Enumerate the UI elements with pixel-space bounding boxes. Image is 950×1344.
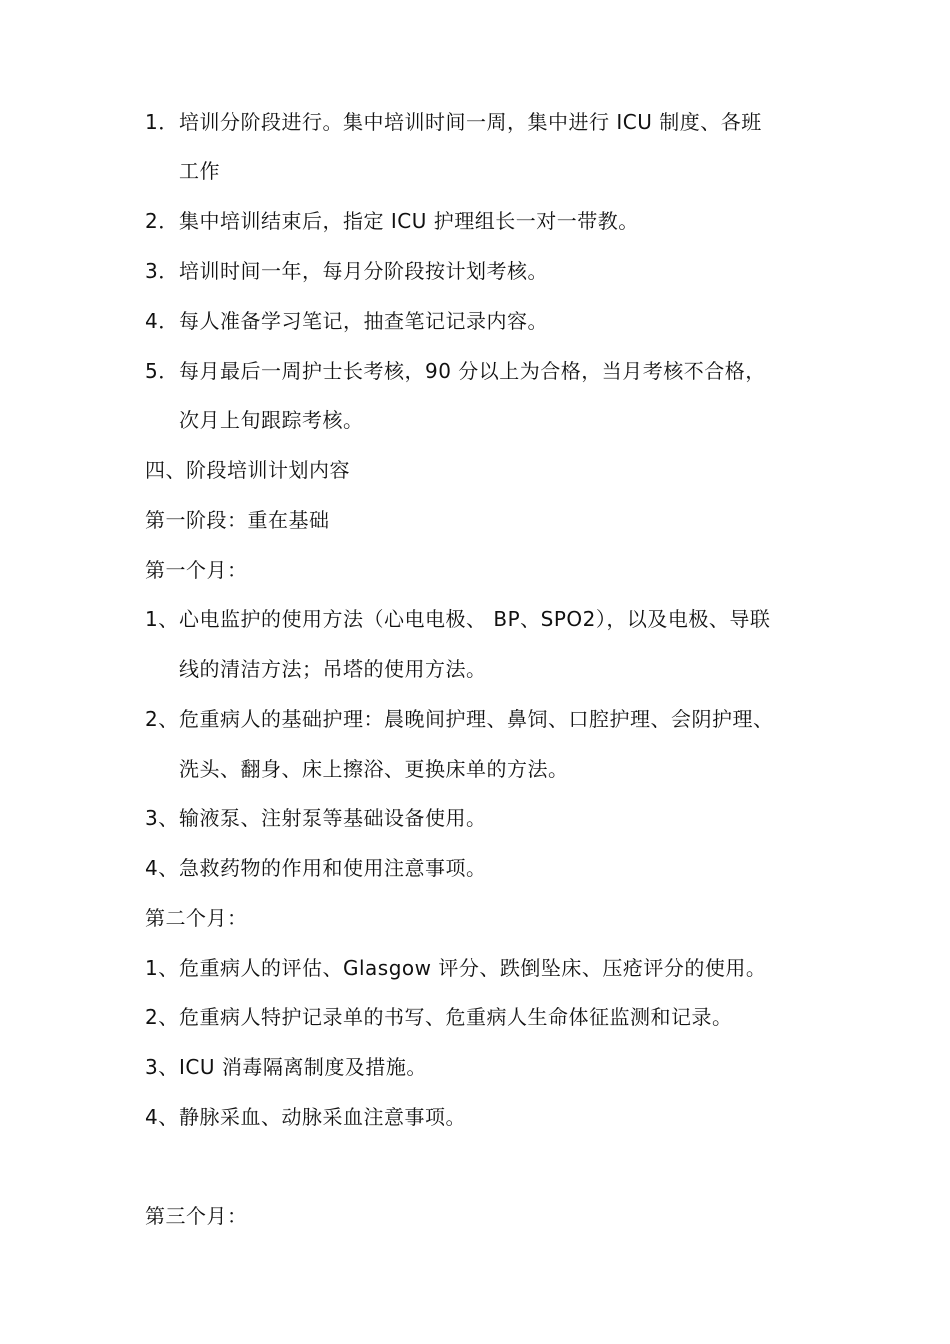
list-item: [145, 307, 548, 335]
item-number: 2、: [145, 1005, 179, 1029]
list-item: [145, 605, 770, 633]
list-item: [145, 804, 487, 832]
item-number: 4、: [145, 1105, 179, 1129]
item-text: 每月最后一周护士长考核，90 分以上为合格，当月考核不合格，: [179, 359, 766, 383]
item-text: 静脉采血、动脉采血注意事项。: [179, 1105, 466, 1129]
month-heading: 第一个月：: [145, 558, 248, 582]
list-item: [145, 257, 548, 285]
item-text: 输液泵、注射泵等基础设备使用。: [179, 806, 487, 830]
item-number: 2、: [145, 707, 179, 731]
item-text: 培训分阶段进行。集中培训时间一周，集中进行 ICU 制度、各班: [179, 110, 762, 134]
item-continuation: 工作: [179, 159, 220, 183]
item-text: 每人准备学习笔记，抽查笔记记录内容。: [179, 309, 548, 333]
list-item: [145, 705, 774, 733]
item-text: 危重病人的评估、Glasgow 评分、跌倒坠床、压疮评分的使用。: [179, 956, 767, 980]
item-continuation: 次月上旬跟踪考核。: [179, 408, 364, 432]
list-item: [145, 108, 762, 136]
item-text: ICU 消毒隔离制度及措施。: [179, 1055, 427, 1079]
list-item: [145, 1003, 733, 1031]
item-text: 心电监护的使用方法（心电电极、 BP、SPO2），以及电极、导联: [179, 607, 771, 631]
section-heading: 四、阶段培训计划内容: [145, 458, 350, 482]
item-number: 3、: [145, 1055, 179, 1079]
item-number: 1、: [145, 956, 179, 980]
stage-heading: 第一阶段：重在基础: [145, 508, 330, 532]
item-number: 4、: [145, 856, 179, 880]
item-number: 1．: [145, 110, 179, 134]
list-item: [145, 854, 487, 882]
list-item: [145, 1103, 466, 1131]
list-item: [145, 1053, 427, 1081]
item-text: 危重病人特护记录单的书写、危重病人生命体征监测和记录。: [179, 1005, 733, 1029]
list-item: [145, 954, 766, 982]
item-text: 危重病人的基础护理：晨晚间护理、鼻饲、口腔护理、会阴护理、: [179, 707, 774, 731]
item-number: 3．: [145, 259, 179, 283]
item-continuation: 线的清洁方法；吊塔的使用方法。: [179, 657, 487, 681]
list-item: [145, 207, 639, 235]
item-continuation: 洗头、翻身、床上擦浴、更换床单的方法。: [179, 757, 569, 781]
month-heading: 第二个月：: [145, 906, 248, 930]
item-number: 2．: [145, 209, 179, 233]
item-text: 急救药物的作用和使用注意事项。: [179, 856, 487, 880]
item-text: 培训时间一年，每月分阶段按计划考核。: [179, 259, 548, 283]
item-number: 1、: [145, 607, 179, 631]
item-text: 集中培训结束后，指定 ICU 护理组长一对一带教。: [179, 209, 639, 233]
item-number: 4．: [145, 309, 179, 333]
month-heading: 第三个月：: [145, 1204, 248, 1228]
item-number: 3、: [145, 806, 179, 830]
item-number: 5．: [145, 359, 179, 383]
list-item: [145, 357, 766, 385]
